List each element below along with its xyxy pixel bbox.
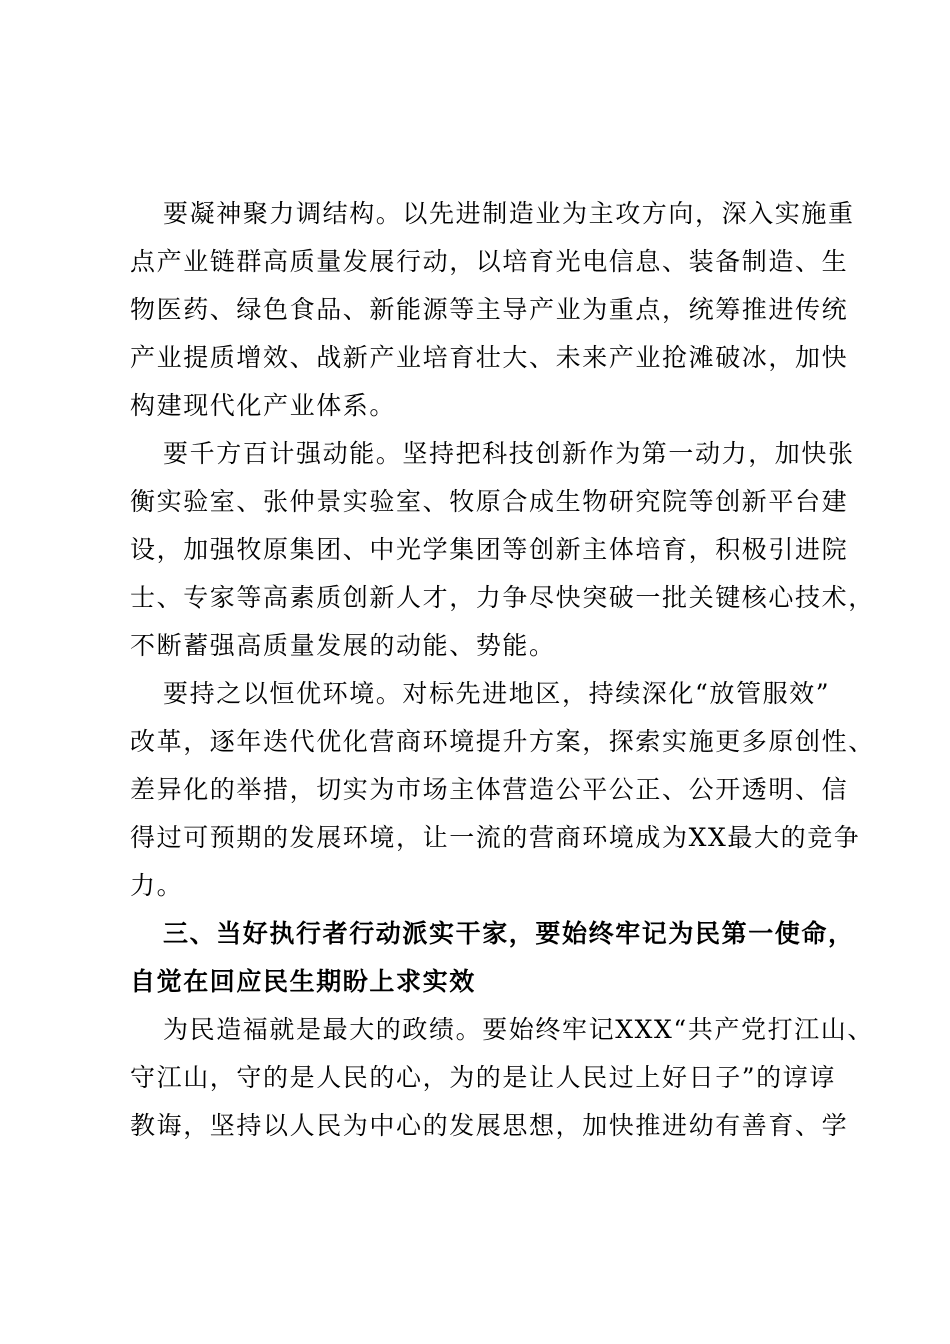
text-line: 衡实验室、张仲景实验室、牧原合成生物研究院等创新平台建 [130, 487, 849, 516]
body-paragraph [130, 430, 875, 670]
text-line: 为民造福就是最大的政绩。要始终牢记XXX“共产党打江山、 [163, 1015, 874, 1044]
text-line: 要千方百计强动能。坚持把科技创新作为第一动力，加快张 [163, 439, 855, 468]
text-line: 差异化的举措，切实为市场主体营造公平公正、公开透明、信 [130, 775, 849, 804]
body-paragraph [130, 670, 875, 910]
text-line: 自觉在回应民生期盼上求实效 [130, 967, 476, 996]
body-paragraph [130, 190, 855, 430]
text-line: 力。 [130, 871, 184, 900]
text-line: 物医药、绿色食品、新能源等主导产业为重点，统筹推进传统 [130, 295, 849, 324]
body-paragraph [130, 1006, 874, 1150]
document-page [130, 190, 875, 1150]
text-line: 设，加强牧原集团、中光学集团等创新主体培育，积极引进院 [130, 535, 849, 564]
text-line: 守江山，守的是人民的心，为的是让人民过上好日子”的谆谆 [130, 1063, 836, 1092]
text-line: 要凝神聚力调结构。以先进制造业为主攻方向，深入实施重 [163, 199, 855, 228]
text-line: 士、专家等高素质创新人才，力争尽快突破一批关键核心技术， [130, 583, 875, 612]
text-line: 要持之以恒优环境。对标先进地区，持续深化“放管服效” [163, 679, 831, 708]
text-line: 不断蓄强高质量发展的动能、势能。 [130, 631, 556, 660]
text-line: 改革，逐年迭代优化营商环境提升方案，探索实施更多原创性、 [130, 727, 875, 756]
text-line: 得过可预期的发展环境，让一流的营商环境成为XX最大的竞争 [130, 823, 861, 852]
section-heading [130, 910, 855, 1006]
text-line: 三、当好执行者行动派实干家，要始终牢记为民第一使命， [163, 919, 855, 948]
text-line: 点产业链群高质量发展行动，以培育光电信息、装备制造、生 [130, 247, 849, 276]
text-line: 构建现代化产业体系。 [130, 391, 397, 420]
text-line: 教诲，坚持以人民为中心的发展思想，加快推进幼有善育、学 [130, 1111, 849, 1140]
text-line: 产业提质增效、战新产业培育壮大、未来产业抢滩破冰，加快 [130, 343, 849, 372]
